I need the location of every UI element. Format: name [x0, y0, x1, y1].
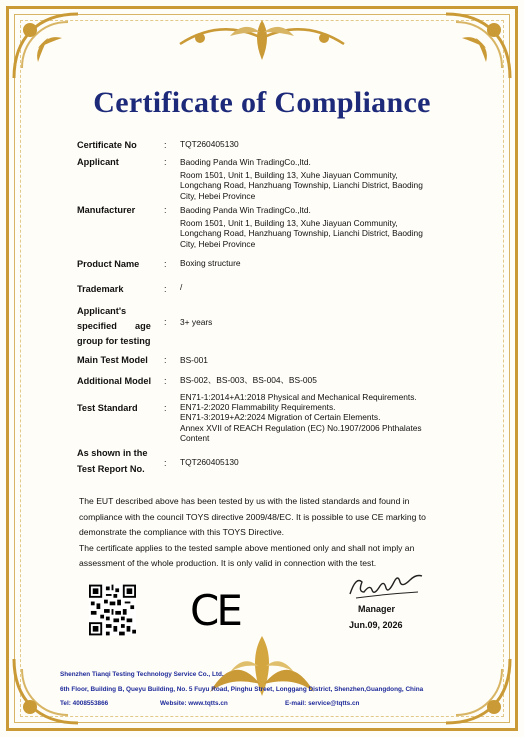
compliance-statement [79, 494, 447, 572]
applicant-address-line: City, Hebei Province [180, 190, 256, 201]
handwritten-signature [346, 574, 428, 602]
product-name-value: Boxing structure [180, 258, 241, 268]
manufacturer-value [180, 205, 440, 249]
test-standard-line: Content [180, 432, 210, 443]
page-title: Certificate of Compliance [93, 86, 431, 119]
test-standard-value [180, 392, 440, 443]
colon: : [164, 355, 167, 365]
statement-line: demonstrate the compliance with this TOYS Directive. [79, 527, 285, 537]
bottom-right-corner-ornament [436, 649, 516, 729]
test-report-value: TQT260405130 [180, 457, 239, 467]
test-standard-line: EN71-2:2020 Flammability Requirements. [180, 402, 336, 413]
colon: : [164, 403, 167, 413]
test-standard-label: Test Standard [77, 403, 138, 413]
statement-line: assessment of the whole production. It is only valid in connection with the test. [79, 558, 377, 568]
age-group-label-line: group for testing [77, 336, 151, 346]
top-center-ornament [170, 14, 354, 70]
top-right-corner-ornament [436, 8, 516, 88]
age-group-label-line: age [135, 321, 151, 331]
colon: : [164, 205, 167, 215]
footer-website: Website: www.tqtts.cn [160, 700, 228, 707]
footer-company: Shenzhen Tianqi Testing Technology Service Co., Ltd. [60, 671, 224, 678]
ce-mark: CE [190, 586, 240, 635]
manufacturer-address-line: City, Hebei Province [180, 238, 256, 249]
colon: : [164, 140, 167, 150]
colon: : [164, 376, 167, 386]
issue-date: Jun.09, 2026 [349, 620, 403, 630]
colon: : [164, 157, 167, 167]
applicant-address-line: Room 1501, Unit 1, Building 13, Xuhe Jiayuan Community, [180, 170, 398, 181]
applicant-label: Applicant [77, 157, 119, 167]
applicant-value [180, 157, 440, 201]
manufacturer-name: Baoding Panda Win TradingCo.,ltd. [180, 205, 311, 215]
top-left-corner-ornament [8, 8, 88, 88]
statement-line: compliance with the council TOYS directive 2009/48/EC. It is possible to use CE marking to [79, 511, 426, 522]
applicant-name: Baoding Panda Win TradingCo.,ltd. [180, 157, 311, 167]
trademark-value: / [180, 282, 183, 292]
colon: : [164, 317, 167, 327]
age-group-label-line: specified [77, 321, 117, 331]
test-report-label-line: Test Report No. [77, 464, 145, 474]
manufacturer-address-line: Longchang Road, Hanzhuang Township, Lianchi District, Baoding [180, 228, 423, 239]
footer-email: E-mail: service@tqtts.cn [285, 700, 360, 707]
trademark-label: Trademark [77, 284, 124, 294]
signer-title: Manager [358, 604, 396, 614]
test-standard-line: Annex XVII of REACH Regulation (EC) No.1907/2006 Phthalates [180, 422, 422, 433]
colon: : [164, 458, 167, 468]
footer-address: 6th Floor, Building B, Queyu Building, No. 5 Fuyu Road, Pinghu Street, Longgang District, Shenzhen,Guangdong, China [60, 686, 424, 693]
additional-model-value: BS-002、BS-003、BS-004、BS-005 [180, 375, 317, 385]
additional-model-label: Additional Model [77, 376, 152, 386]
manufacturer-address-line: Room 1501, Unit 1, Building 13, Xuhe Jiayuan Community, [180, 218, 398, 229]
manufacturer-label: Manufacturer [77, 205, 136, 215]
test-report-label-line: As shown in the [77, 448, 148, 458]
colon: : [164, 259, 167, 269]
colon: : [164, 284, 167, 294]
applicant-address-line: Longchang Road, Hanzhuang Township, Lianchi District, Baoding [180, 180, 423, 191]
statement-line: The certificate applies to the tested sample above mentioned only and shall not imply an [79, 542, 415, 553]
certificate-no-value: TQT260405130 [180, 139, 239, 149]
main-test-model-label: Main Test Model [77, 355, 148, 365]
certificate-no-label: Certificate No [77, 140, 137, 150]
product-name-label: Product Name [77, 259, 140, 269]
test-standard-line: EN71-1:2014+A1:2018 Physical and Mechanical Requirements. [180, 392, 417, 402]
footer-tel: Tel: 4008553866 [60, 700, 109, 707]
test-standard-line: EN71-3:2019+A2:2024 Migration of Certain Elements. [180, 412, 381, 423]
qr-code [89, 584, 136, 636]
main-test-model-value: BS-001 [180, 355, 208, 365]
age-group-value: 3+ years [180, 317, 213, 327]
statement-line: The EUT described above has been tested by us with the listed standards and found in [79, 496, 410, 506]
age-group-label-line: Applicant's [77, 306, 127, 316]
